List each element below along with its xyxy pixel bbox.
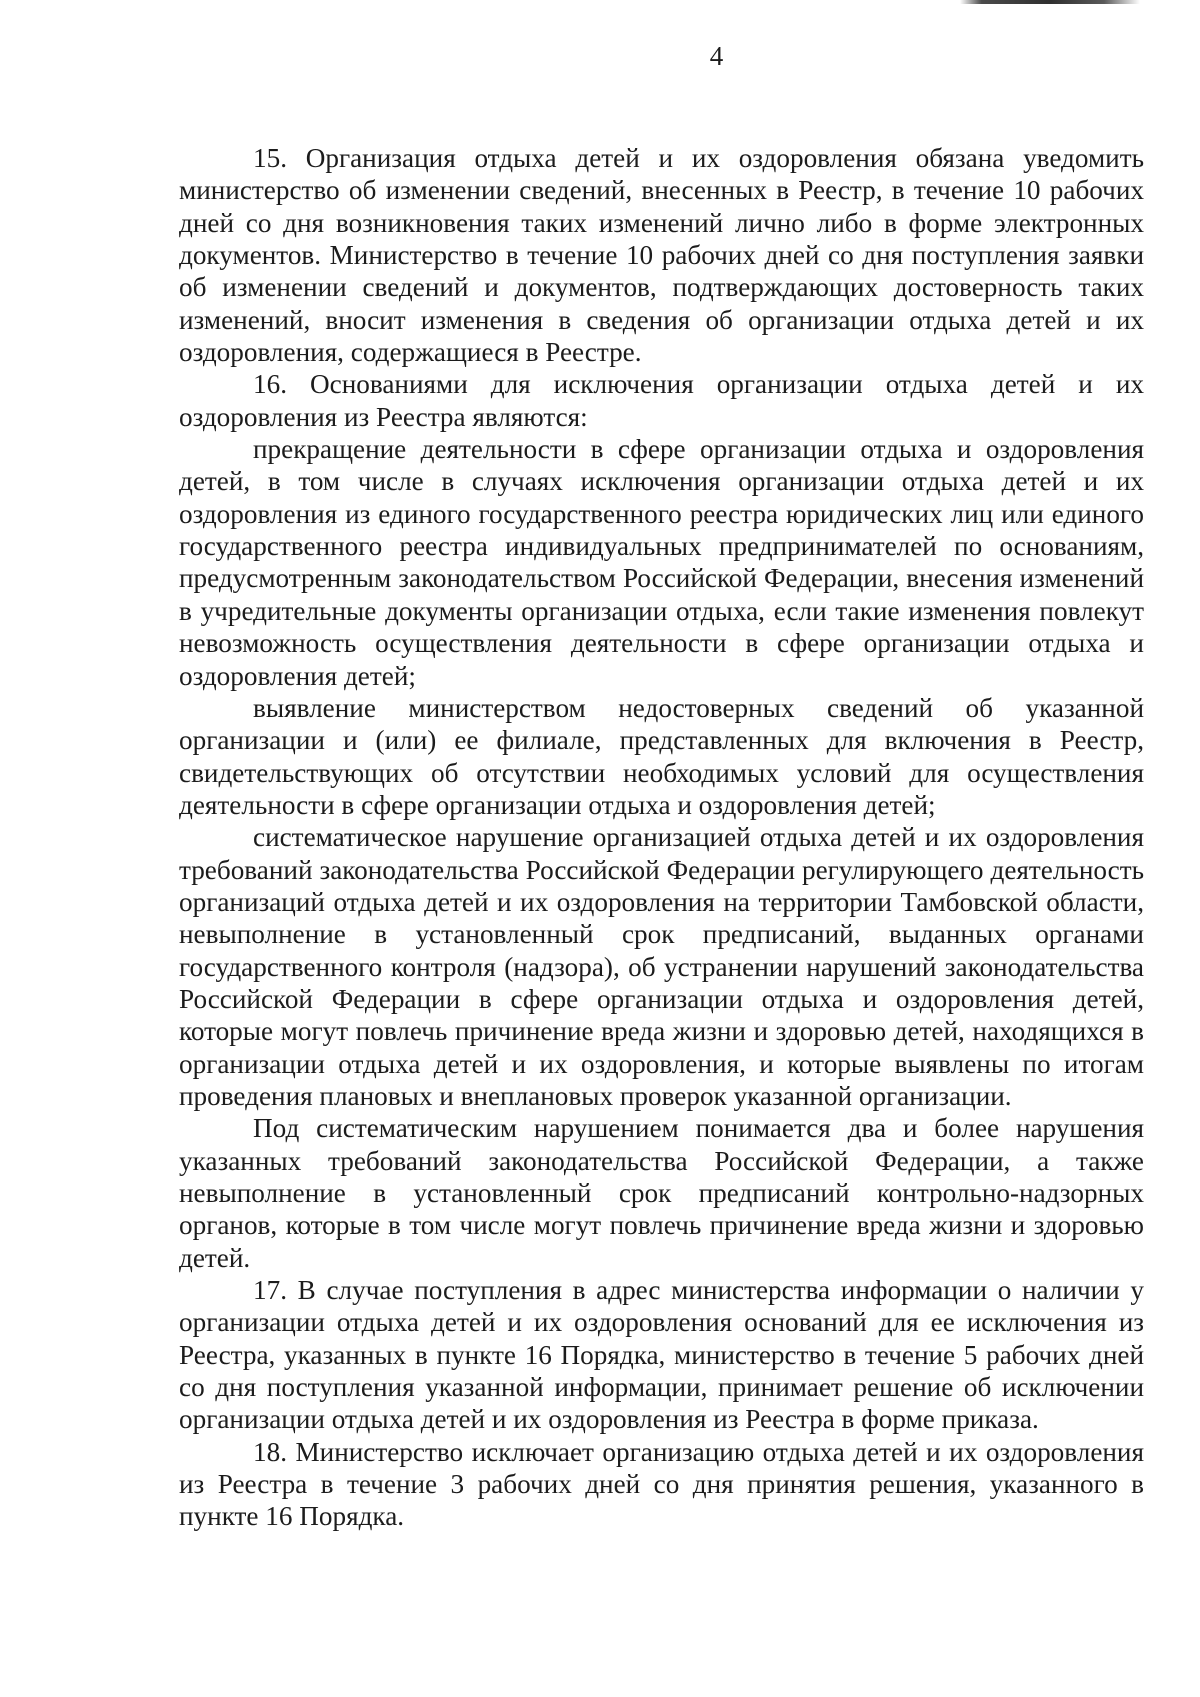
paragraph-systematic-definition: Под систематическим нарушением понимается два и более нарушения указанных требований законодательства Российской Федерации, а также невыполнение в установленный срок предписаний контрольно-надзорных органов, которые в том числе могут повлечь причинение вреда жизни и здоровью детей. [179,1113,1144,1273]
paragraph-18-exclusion: 18. Министерство исключает организацию отдыха детей и их оздоровления из Реестра в течение 3 рабочих дней со дня принятия решения, указанного в пункте 16 Порядка. [179,1436,1144,1532]
paragraph-16-grounds-intro: 16. Основаниями для исключения организации отдыха детей и их оздоровления из Реестра являются: [179,369,1144,432]
paragraph-17-decision: 17. В случае поступления в адрес министерства информации о наличии у организации отдыха детей и их оздоровления оснований для ее исключения из Реестра, указанных в пункте 16 Порядка, министерство в течение 5 рабочих дней со дня поступления указанной информации, принимает решение об исключении организации отдыха детей и их оздоровления из Реестра в форме приказа. [179,1275,1144,1435]
paragraph-16-termination: прекращение деятельности в сфере организации отдыха и оздоровления детей, в том числе в случаях исключения организации отдыха детей и их оздоровления из единого государственного реестра юридических лиц или единого государственного реестра индивидуальных предпринимателей по основаниям, предусмотренным законодательством Российской Федерации, внесения изменений в учредительные документы организации отдыха, если такие изменения повлекут невозможность осуществления деятельности в сфере организации отдыха и оздоровления детей; [179,434,1144,691]
document-page [179,38,1144,1533]
scan-edge-mark [960,0,1140,4]
paragraph-16-systematic-violation: систематическое нарушение организацией отдыха детей и их оздоровления требований законодательства Российской Федерации регулирующего деятельность организаций отдыха детей и их оздоровления на территории Тамбовской области, невыполнение в установленный срок предписаний, выданных органами государственного контроля (надзора), об устранении нарушений законодательства Российской Федерации в сфере организации отдыха и оздоровления детей, которые могут повлечь причинение вреда жизни и здоровью детей, находящихся в организации отдыха детей и их оздоровления, и которые выявлены по итогам проведения плановых и внеплановых проверок указанной организации. [179,822,1144,1111]
paragraph-16-false-info: выявление министерством недостоверных сведений об указанной организации и (или) ее филиале, представленных для включения в Реестр, свидетельствующих об отсутствии необходимых условий для осуществления деятельности в сфере организации отдыха и оздоровления детей; [179,692,1144,820]
document-body [179,142,1144,1533]
paragraph-15-notification: 15. Организация отдыха детей и их оздоровления обязана уведомить министерство об изменении сведений, внесенных в Реестр, в течение 10 рабочих дней со дня возникновения таких изменений лично либо в форме электронных документов. Министерство в течение 10 рабочих дней со дня поступления заявки об изменении сведений и документов, подтверждающих достоверность таких изменений, вносит изменения в сведения об организации отдыха детей и их оздоровления, содержащиеся в Реестре. [179,143,1144,368]
page-number: 4 [709,41,724,71]
